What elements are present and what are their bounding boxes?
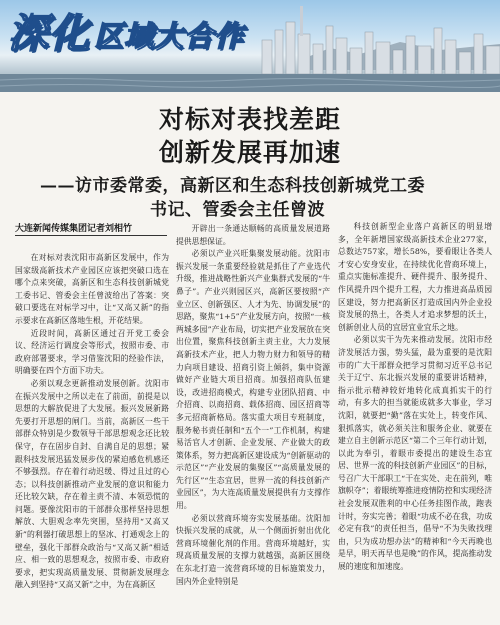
header-banner — [0, 0, 500, 92]
headline-line2: 创新发展再加速 — [158, 138, 341, 167]
article-paragraph: 必须以实干为先来推动发展。沈阳市经济发展活力强，势头猛，最为重要的是沈阳市的广大干部群众把学习贯彻习近平总书记关于辽宁、东北振兴发展的重要讲话精神，指示批示精神较好地转化成真抓实干的行动，有多大的担当就能成就多大事业，学习沈阳，就要把“勤”落在实处上，转变作风、狠抓落实，就必须关注和服务企业、就要在建立自主创新示范区“第二个三年行动计划，以此为奉引，着眼市委提出的建设生态宜居、世界一流的科技创新产业园区”的目标，号召广大干部职工“干在实处、走在前列，唯旗帜夺”；着眼统筹推进疫情防控和实现经济社会发展双胜利的中心任务挂图作战，跑表计时，夯实完善；着眼“功成不必在我，功成必定有我”的责任担当，倡导“不为失败找理由，只为成功想办法”的精神和“今天再晚也是早，明天再早也是晚”的作风，提高推动发展的速度和加速度。 — [338, 335, 492, 572]
article-paragraph: 必须以营商环境夯实发展基础。沈阳加快振兴发展的成就，从一个侧面折射出优化营商环境催化剂的作用。营商环境越好，实现高质量发展的支撑力就越强，高新区围绕在东北打造一流营商环境的目标施策发力，国内外企业特别是 — [176, 513, 330, 586]
article-paragraph: 在对标对表沈阳市高新区发展中，作为国家级高新技术产业园区应该把突破口选在哪个点来突破，高新区和生态科技创新城党工委书记、管委会主任曾波给出了答案：突破口要选在对标学习中，让“又高又新”的指示要求在高新区落地生根，开花结果。 — [15, 253, 169, 325]
banner-title-big: 深化 — [8, 11, 90, 57]
article-column-3 — [338, 221, 492, 620]
article-column-2 — [176, 223, 330, 620]
article-paragraph: 开辟出一条通达顺畅的高质量发展道路提供思想保证。 — [176, 224, 330, 246]
banner-title-rest: 区域大合作 — [94, 19, 245, 53]
subheadline-line1: ——访市委常委，高新区和生态科技创新城党工委 — [40, 176, 425, 196]
headline-line1: 对标对表找差距 — [158, 105, 341, 134]
article-paragraph: 科技创新型企业落户高新区的明显增多，全年新增国家级高新技术企业277家，总数达757家，增长58%，要看眼让各类人才安心安身安业，在持续优化营商环境上，重点实施标准提升、硬件提升、服务提升、作风提升四个提升工程，大力推进高品质园区建设，努力把高新区打造成国内外企业投资发展的热土，各类人才追求梦想的沃土，创新创业人员的宜居宜业宜乐之地。 — [338, 222, 492, 332]
banner-title — [8, 12, 244, 56]
article-column-1 — [15, 252, 169, 620]
article-paragraph: 近段时间，高新区通过召开党工委会议、经济运行调度会等形式，按照市委、市政府部署要求，学习借鉴沈阳的经验作法，明确要在四个方面下功夫。 — [15, 328, 169, 376]
subheadline-line2: 书记、管委会主任曾波 — [150, 200, 325, 220]
article-paragraph: 必须以产业兴旺集聚发展动能。沈阳市振兴发展一条重要经验就是抓住了产业选代升级，推进战略性新兴产业集群式发展的“牛鼻子”。产业兴则园区兴，高新区要按照“产业立区、创新强区、人才为先、协调发展”的思路，聚焦“1+5”产业发展方向，按照“一核两城多园”产业布局，切实把产业发展放在突出位置，聚焦科技创新主责主业，大力发展高新技术产业，把人力物力财力和领导的精力向项目建设、招商引资上倾斜，集中资源做好产业链大项目招商。加强招商队伍建设，改进招商模式，构建专业团队招商、中介招商、以商招商、载体招商、园区招商等多元招商新格局。落实重大项目专班制度，服务秘书责任制和“五个一”工作机制，构建易活官人才创新、企业发展、产业做大的政策体系，努力把高新区建设成为“创新驱动的示范区”“产业发展的集聚区”“高质量发展的先行区”“生态宜居，世界一流的科技创新产业园区”，为大连高质量发展提供有力支撑作用。 — [176, 249, 330, 511]
byline-divider — [15, 235, 167, 236]
article-paragraph: 必须以观念更新推动发展创新。沈阳市在振兴发展中之所以走在了前面，前提是以思想的大解放促进了大发展。振兴发展新路先要打开思想的闸门。当前，高新区一些干部群众特别是少数领导干部思想观念还比较保守，存在固步自封、自满自足的思想；紧跟科技发展迅猛发展步伐的紧迫感危机感还不够强烈。存在着行动迟缓、得过且过的心态；以科技创新推动产业发展的意识和能力还比较欠缺，存在着主责不清、本领恐慌的问题。要像沈阳市的干部群众那样坚持思想解放、大胆观念率先突围，坚持用“又高又新”的利器打破思想上的坚冰、打通观念上的壁垒，强化干部群众政治与“又高又新”相适应、相一致的思想观念，按照市委、市政府要求，把实现高质量发展、贯彻新发展理念融入到坚持“又高又新”之中，为在高新区 — [15, 378, 169, 590]
byline: 大连新闻传媒集团记者刘相竹 — [15, 224, 133, 234]
